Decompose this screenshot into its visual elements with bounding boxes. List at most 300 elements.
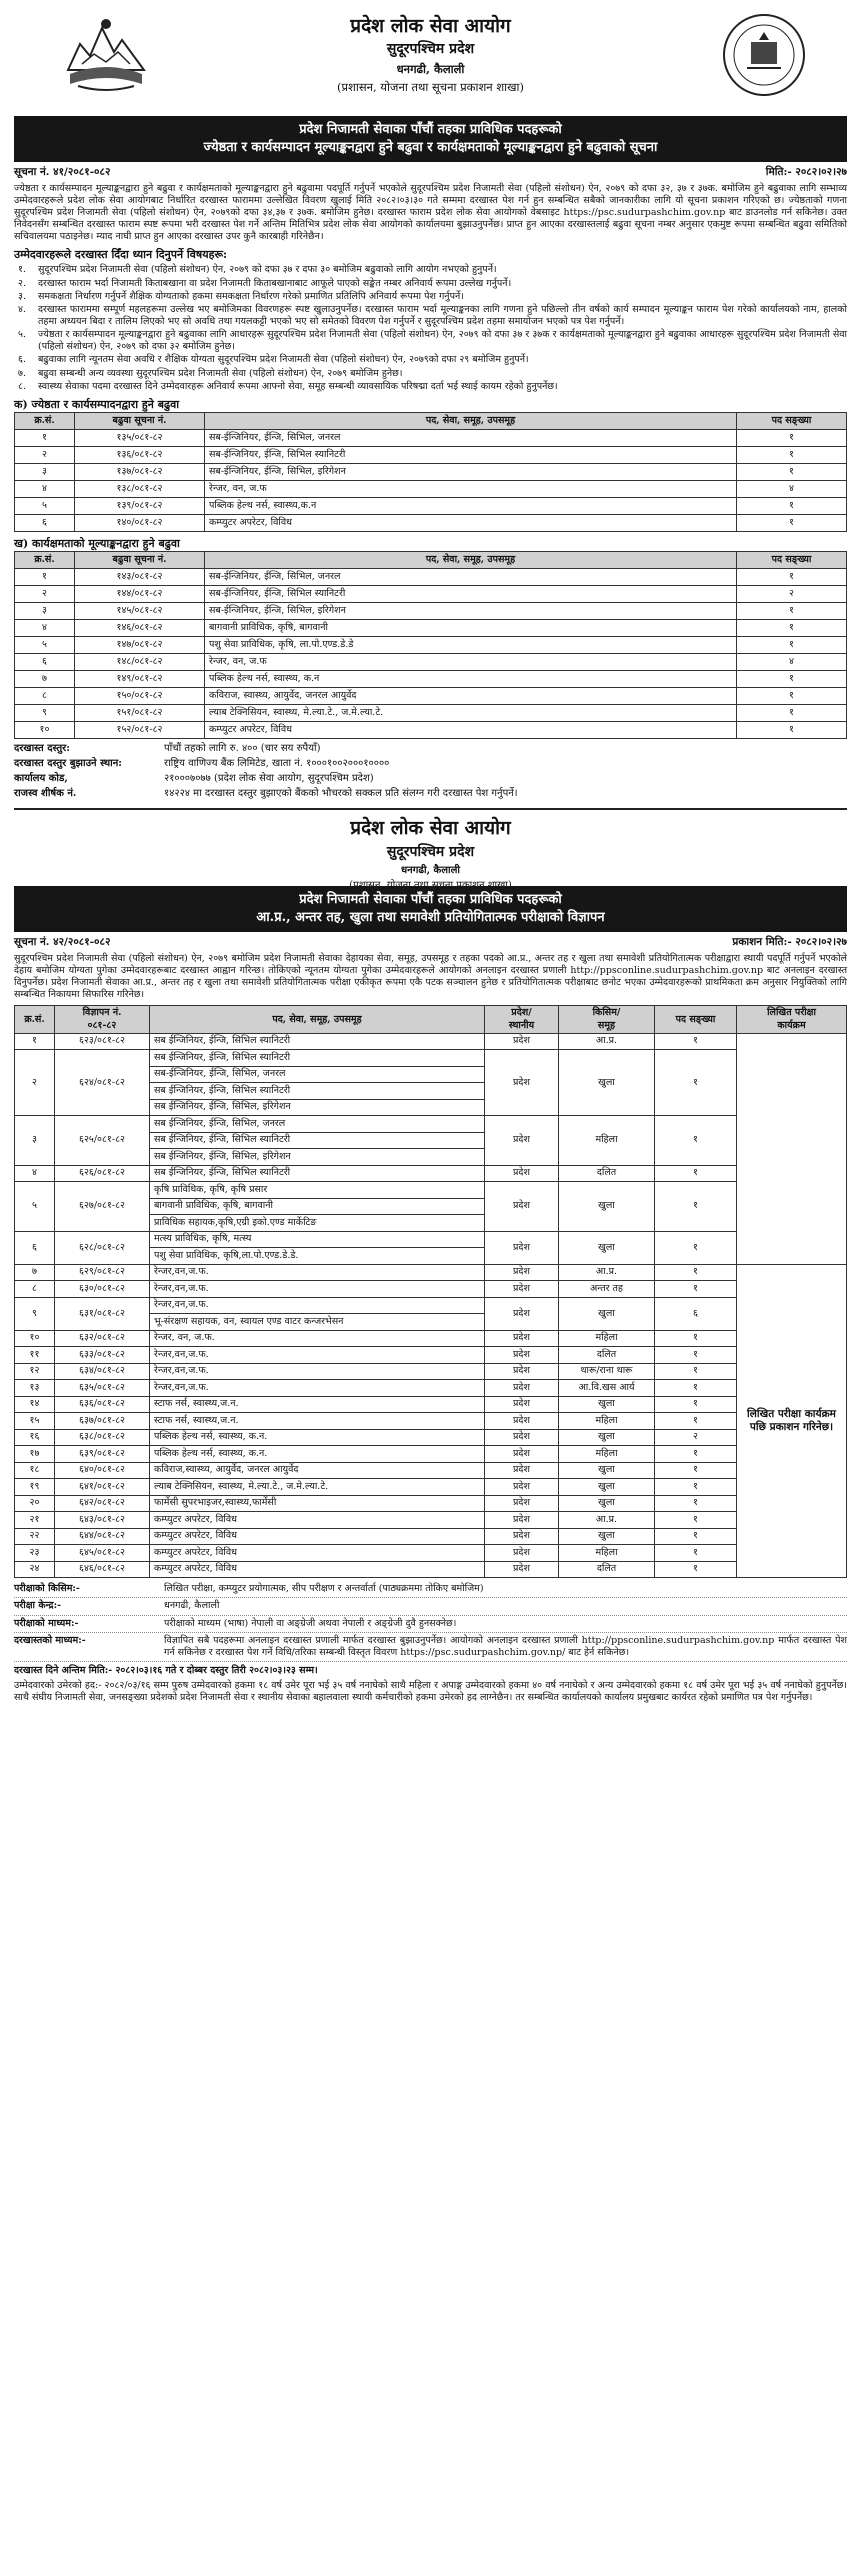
count-cell: २ bbox=[655, 1429, 737, 1446]
type-cell: थारू/राना थारू bbox=[559, 1363, 655, 1380]
detail-row bbox=[14, 1633, 847, 1662]
table-cell: १४४/०८१-८२ bbox=[75, 586, 205, 603]
count-cell: १ bbox=[655, 1561, 737, 1578]
column-header: पद सङ्ख्या bbox=[655, 1006, 737, 1033]
table-cell: कम्प्युटर अपरेटर, विविध bbox=[205, 722, 737, 739]
type-cell: खुला bbox=[559, 1182, 655, 1232]
table-cell: बागवानी प्राविधिक, कृषि, बागवानी bbox=[205, 620, 737, 637]
level-cell: प्रदेश bbox=[485, 1281, 559, 1298]
type-cell: खुला bbox=[559, 1528, 655, 1545]
post-cell: रेन्जर,वन,ज.फ. bbox=[150, 1264, 485, 1281]
instruction-number: ५. bbox=[18, 329, 26, 341]
table-row bbox=[15, 637, 847, 654]
instruction-number: ६. bbox=[18, 354, 26, 366]
post-cell: कम्प्युटर अपरेटर, विविध bbox=[150, 1561, 485, 1578]
serial-cell: १८ bbox=[15, 1462, 55, 1479]
notice-number: सूचना नं. ४१/२०८१-०८२ bbox=[14, 166, 111, 179]
table-cell: ५ bbox=[15, 637, 75, 654]
column-header: बढुवा सूचना नं. bbox=[75, 552, 205, 569]
table-row bbox=[15, 722, 847, 739]
table-cell: ६ bbox=[15, 654, 75, 671]
type-cell: महिला bbox=[559, 1330, 655, 1347]
table-cell: १ bbox=[737, 569, 847, 586]
count-cell: १ bbox=[655, 1413, 737, 1430]
instruction-item bbox=[14, 381, 847, 393]
promotion-table-a bbox=[14, 412, 847, 532]
serial-cell: २१ bbox=[15, 1512, 55, 1529]
instruction-text: ज्येष्ठता र कार्यसम्पादन मूल्याङ्कनद्वारा हुने बढुवाका लागि आधारहरू सुदूरपश्चिम प्रदेश निजामती सेवा (पहिलो संशोधन) ऐन, २०७९ को दफा ३७ र ३७क र कार्यक्षमताको मूल्याङ्कनद्वारा हुने बढुवाका आधारहरू सुदूरपश्चिम प्रदेश निजामती सेवा (पहिलो संशोधन) ऐन, २०७९ को दफा ३२ बमोजिम हुनेछ। bbox=[38, 329, 847, 353]
type-cell: अन्तर तह bbox=[559, 1281, 655, 1298]
table-cell: १५२/०८१-८२ bbox=[75, 722, 205, 739]
table-cell: पब्लिक हेल्थ नर्स, स्वास्थ्य,क.न bbox=[205, 498, 737, 515]
post-cell: सब-ईन्जिनियर, ईन्जि, सिभिल, जनरल bbox=[150, 1066, 485, 1083]
post-cell: पब्लिक हेल्थ नर्स, स्वास्थ्य, क.न. bbox=[150, 1446, 485, 1463]
post-cell: कम्प्युटर अपरेटर, विविध bbox=[150, 1545, 485, 1562]
count-cell: १ bbox=[655, 1363, 737, 1380]
adv-number-cell: ६४१/०८१-८२ bbox=[55, 1479, 150, 1496]
table-cell: १ bbox=[737, 464, 847, 481]
table-row bbox=[15, 1165, 847, 1182]
serial-cell: १ bbox=[15, 1033, 55, 1050]
instruction-item bbox=[14, 291, 847, 303]
table-cell: सब-ईन्जिनियर, ईन्जि, सिभिल स्यानिटरी bbox=[205, 447, 737, 464]
detail-label: परीक्षाको माध्यम:- bbox=[14, 1617, 79, 1629]
table-row bbox=[15, 481, 847, 498]
table-cell: रेन्जर, वन, ज.फ bbox=[205, 481, 737, 498]
revenue-row bbox=[14, 788, 847, 801]
adv-number-cell: ६३६/०८१-८२ bbox=[55, 1396, 150, 1413]
serial-cell: १७ bbox=[15, 1446, 55, 1463]
post-cell: पब्लिक हेल्थ नर्स, स्वास्थ्य, क.न. bbox=[150, 1429, 485, 1446]
table-cell: १४०/०८१-८२ bbox=[75, 515, 205, 532]
detail-value: विज्ञापित सबै पदहरूमा अनलाइन दरखास्त प्रणाली मार्फत दरखास्त बुझाउनुपर्नेछ। आयोगको अनलाइन दरखास्त प्रणाली http://ppsconline.sudurpashchim.gov.np मार्फत दरखास्त पेश गर्न सकिनेछ र दरखास्त पेश गर्ने विधि/तरिका सम्बन्धी विस्तृत विवरण https://psc.sudurpashchim.gov.np/ बाट हेर्न सकिनेछ। bbox=[164, 1634, 847, 1658]
table-cell: ४ bbox=[737, 654, 847, 671]
column-header: लिखित परीक्षा कार्यक्रम bbox=[737, 1006, 847, 1033]
adv-number-cell: ६२६/०८१-८२ bbox=[55, 1165, 150, 1182]
instruction-item bbox=[14, 354, 847, 366]
level-cell: प्रदेश bbox=[485, 1264, 559, 1281]
instruction-number: ४. bbox=[18, 303, 26, 315]
table-a-title: क) ज्येष्ठता र कार्यसम्पादनद्वारा हुने बढुवा bbox=[14, 397, 180, 411]
office-row bbox=[14, 773, 847, 786]
banner-2-line-1: प्रदेश निजामती सेवाका पाँचौं तहका प्राविधिक पदहरूको bbox=[299, 892, 562, 908]
table-cell: १४९/०८१-८२ bbox=[75, 671, 205, 688]
adv-number-cell: ६३४/०८१-८२ bbox=[55, 1363, 150, 1380]
instruction-number: ३. bbox=[18, 290, 26, 302]
count-cell: १ bbox=[655, 1050, 737, 1116]
detail-label: परीक्षाको किसिम:- bbox=[14, 1583, 80, 1595]
instruction-item bbox=[14, 329, 847, 353]
branch-name: (प्रशासन, योजना तथा सूचना प्रकाशन शाखा) bbox=[336, 79, 524, 94]
serial-cell: १५ bbox=[15, 1413, 55, 1430]
instruction-item bbox=[14, 368, 847, 380]
instruction-text: समकक्षता निर्धारण गर्नुपर्ने शैक्षिक योग्यताको हकमा समकक्षता निर्धारण गरेको प्रमाणित प्रतिलिपि अनिवार्य रूपमा पेश गर्नुपर्ने। bbox=[38, 290, 464, 302]
adv-number-cell: ६३५/०८१-८२ bbox=[55, 1380, 150, 1397]
table-cell: २ bbox=[15, 586, 75, 603]
table-row bbox=[15, 1231, 847, 1248]
table-cell: १३८/०८१-८२ bbox=[75, 481, 205, 498]
serial-cell: २२ bbox=[15, 1528, 55, 1545]
level-cell: प्रदेश bbox=[485, 1429, 559, 1446]
table-cell: ४ bbox=[15, 620, 75, 637]
table-cell: सब-ईन्जिनियर, ईन्जि, सिभिल, जनरल bbox=[205, 569, 737, 586]
instruction-item bbox=[14, 304, 847, 328]
table-cell: १३५/०८१-८२ bbox=[75, 430, 205, 447]
post-cell: सब ईन्जिनियर, ईन्जि, सिभिल स्यानिटरी bbox=[150, 1050, 485, 1067]
table-row bbox=[15, 1429, 847, 1446]
serial-cell: ३ bbox=[15, 1116, 55, 1166]
table-cell: ३ bbox=[15, 603, 75, 620]
level-cell: प्रदेश bbox=[485, 1165, 559, 1182]
adv-number-cell: ६४६/०८१-८२ bbox=[55, 1561, 150, 1578]
type-cell: दलित bbox=[559, 1347, 655, 1364]
table-cell: ल्याब टेक्निसियन, स्वास्थ्य, मे.ल्या.टे., ज.मे.ल्या.टे. bbox=[205, 705, 737, 722]
revenue-value: १४२२४ मा दरखास्त दस्तुर बुझाएको बैंकको भौचरको सक्कल प्रति संलग्न गरी दरखास्त पेश गर्नुपर्ने। bbox=[164, 787, 518, 799]
post-cell: कविराज,स्वास्थ्य, आयुर्वेद, जनरल आयुर्वेद bbox=[150, 1462, 485, 1479]
post-cell: सब ईन्जिनियर, ईन्जि, सिभिल, इरिगेशन bbox=[150, 1099, 485, 1116]
column-header: विज्ञापन नं. ०८१-८२ bbox=[55, 1006, 150, 1033]
type-cell: खुला bbox=[559, 1495, 655, 1512]
table-row bbox=[15, 586, 847, 603]
notice-2-intro: सुदूरपश्चिम प्रदेश निजामती सेवा (पहिलो संशोधन) ऐन, २०७९ बमोजिम प्रदेश निजामती सेवाका देहायका सेवा, समूह, उपसमूह र तहका पदको आ.प्र., अन्तर तह र खुला तथा समावेशी प्रतियोगितात्मक परीक्षाद्वारा स्थायी पदपूर्ति गर्नुपर्ने भएकोले देहाय बमोजिम योग्यता पुगेका उम्मेदवारहरूबाट दरखास्त आह्वान गरिन्छ। तोकिएको न्यूनतम योग्यता पुगेका उम्मेदवारहरूले आयोगको अनलाइन दरखास्त प्रणाली http://ppsconline.sudurpashchim.gov.np बाट अनलाइन दरखास्त दिनुपर्नेछ। प्रदेश निजामती सेवाका आ.प्र., अन्तर तह र खुला तथा समावेशी प्रतियोगितात्मक परीक्षा एकीकृत रूपमा एकै पटक सञ्चालन हुनेछ र प्रतियोगितात्मक परीक्षाबाट छनोट भएका उम्मेदवारहरूको प्राथमिकता क्रम अनुसार नियुक्तिको लागि सम्बन्धित निकायमा सिफारिस गरिनेछ। bbox=[14, 952, 847, 1001]
instruction-text: बढुवा सम्बन्धी अन्य व्यवस्था सुदूरपश्चिम प्रदेश निजामती सेवा (पहिलो संशोधन) ऐन, २०७९ बमोजिम हुनेछ। bbox=[38, 367, 403, 379]
table-row bbox=[15, 620, 847, 637]
table-cell: १ bbox=[737, 620, 847, 637]
column-header: पद, सेवा, समूह, उपसमूह bbox=[150, 1006, 485, 1033]
level-cell: प्रदेश bbox=[485, 1512, 559, 1529]
level-cell: प्रदेश bbox=[485, 1561, 559, 1578]
office-value: २१०००७०७७ (प्रदेश लोक सेवा आयोग, सुदूरपश्चिम प्रदेश) bbox=[164, 772, 374, 784]
count-cell: ६ bbox=[655, 1297, 737, 1330]
post-cell: कम्प्युटर अपरेटर, विविध bbox=[150, 1528, 485, 1545]
nepal-emblem-logo bbox=[60, 14, 152, 98]
serial-cell: ८ bbox=[15, 1281, 55, 1298]
header-1 bbox=[14, 8, 847, 116]
serial-cell: १० bbox=[15, 1330, 55, 1347]
notice-1-banner bbox=[14, 116, 847, 162]
table-row bbox=[15, 1281, 847, 1298]
table-row bbox=[15, 430, 847, 447]
org-title-2: प्रदेश लोक सेवा आयोग bbox=[350, 817, 511, 840]
type-cell: आ.वि.खस आर्य bbox=[559, 1380, 655, 1397]
notice-2-meta bbox=[14, 936, 847, 949]
table-cell: १ bbox=[737, 603, 847, 620]
level-cell: प्रदेश bbox=[485, 1479, 559, 1496]
count-cell: १ bbox=[655, 1165, 737, 1182]
notice-1-meta bbox=[14, 166, 847, 179]
table-cell: ५ bbox=[15, 498, 75, 515]
table-cell: १५०/०८१-८२ bbox=[75, 688, 205, 705]
table-row bbox=[15, 1462, 847, 1479]
count-cell: १ bbox=[655, 1512, 737, 1529]
post-cell: प्राविधिक सहायक,कृषि,एग्री इको.एण्ड मार्केटिङ bbox=[150, 1215, 485, 1232]
fee-label: दरखास्त दस्तुर: bbox=[14, 743, 70, 755]
table-row bbox=[15, 1264, 847, 1281]
table-cell: १ bbox=[737, 637, 847, 654]
serial-cell: १२ bbox=[15, 1363, 55, 1380]
type-cell: आ.प्र. bbox=[559, 1512, 655, 1529]
type-cell: खुला bbox=[559, 1462, 655, 1479]
table-b-title: ख) कार्यक्षमताको मूल्याङ्कनद्वारा हुने बढुवा bbox=[14, 537, 180, 551]
type-cell: खुला bbox=[559, 1479, 655, 1496]
adv-number-cell: ६२९/०८१-८२ bbox=[55, 1264, 150, 1281]
detail-row bbox=[14, 1616, 847, 1633]
count-cell: १ bbox=[655, 1330, 737, 1347]
table-row bbox=[15, 1545, 847, 1562]
level-cell: प्रदेश bbox=[485, 1116, 559, 1166]
table-cell: १३९/०८१-८२ bbox=[75, 498, 205, 515]
table-cell: १३७/०८१-८२ bbox=[75, 464, 205, 481]
table-cell: १ bbox=[737, 515, 847, 532]
count-cell: १ bbox=[655, 1396, 737, 1413]
table-cell: १ bbox=[737, 705, 847, 722]
type-cell: खुला bbox=[559, 1429, 655, 1446]
post-cell: कम्प्युटर अपरेटर, विविध bbox=[150, 1512, 485, 1529]
level-cell: प्रदेश bbox=[485, 1413, 559, 1430]
post-cell: कृषि प्राविधिक, कृषि, कृषि प्रसार bbox=[150, 1182, 485, 1199]
table-row bbox=[15, 1396, 847, 1413]
adv-number-cell: ६२३/०८१-८२ bbox=[55, 1033, 150, 1050]
table-cell: १४८/०८१-८२ bbox=[75, 654, 205, 671]
table-row bbox=[15, 1347, 847, 1364]
count-cell: १ bbox=[655, 1264, 737, 1281]
table-cell: २ bbox=[737, 586, 847, 603]
detail-row bbox=[14, 1581, 847, 1598]
type-cell: दलित bbox=[559, 1561, 655, 1578]
table-cell: रेन्जर, वन, ज.फ bbox=[205, 654, 737, 671]
serial-cell: २ bbox=[15, 1050, 55, 1116]
table-cell: १ bbox=[737, 671, 847, 688]
table-cell: सब-ईन्जिनियर, ईन्जि, सिभिल, इरिगेशन bbox=[205, 464, 737, 481]
count-cell: १ bbox=[655, 1446, 737, 1463]
fee-value: पाँचौं तहको लागि रु. ४०० (चार सय रुपैयाँ) bbox=[164, 743, 321, 755]
province-name: सुदूरपश्चिम प्रदेश bbox=[386, 41, 475, 58]
column-header: क्र.सं. bbox=[15, 413, 75, 430]
table-cell: १५१/०८१-८२ bbox=[75, 705, 205, 722]
table-cell: १ bbox=[737, 688, 847, 705]
column-header: क्र.सं. bbox=[15, 552, 75, 569]
adv-number-cell: ६४२/०८१-८२ bbox=[55, 1495, 150, 1512]
instruction-item bbox=[14, 278, 847, 290]
table-cell: १४३/०८१-८२ bbox=[75, 569, 205, 586]
table-row bbox=[15, 1033, 847, 1050]
post-cell: सब ईन्जिनियर, ईन्जि, सिभिल स्यानिटरी bbox=[150, 1083, 485, 1100]
count-cell: १ bbox=[655, 1116, 737, 1166]
serial-cell: १९ bbox=[15, 1479, 55, 1496]
post-cell: फार्मेसी सुपरभाइजर,स्वास्थ्य,फार्मेसी bbox=[150, 1495, 485, 1512]
table-row bbox=[15, 447, 847, 464]
table-row bbox=[15, 654, 847, 671]
table-row bbox=[15, 1363, 847, 1380]
header-2 bbox=[14, 808, 847, 892]
detail-label: दरखास्तको माध्यम:- bbox=[14, 1634, 86, 1646]
level-cell: प्रदेश bbox=[485, 1380, 559, 1397]
column-header: पद सङ्ख्या bbox=[737, 413, 847, 430]
table-row bbox=[15, 1413, 847, 1430]
post-cell: सब ईन्जिनियर, ईन्जि, सिभिल स्यानिटरी bbox=[150, 1033, 485, 1050]
serial-cell: २४ bbox=[15, 1561, 55, 1578]
table-cell: ८ bbox=[15, 688, 75, 705]
instructions-title: उम्मेदवारहरूले दरखास्त दिँदा ध्यान दिनुपर्ने विषयहरू: bbox=[14, 248, 228, 262]
vacancy-table bbox=[14, 1005, 847, 1578]
type-cell: महिला bbox=[559, 1116, 655, 1166]
table-cell: १ bbox=[737, 430, 847, 447]
column-header: बढुवा सूचना नं. bbox=[75, 413, 205, 430]
count-cell: १ bbox=[655, 1182, 737, 1232]
table-row bbox=[15, 569, 847, 586]
serial-cell: २० bbox=[15, 1495, 55, 1512]
exam-note-cell: लिखित परीक्षा कार्यक्रम पछि प्रकाशन गरिनेछ। bbox=[737, 1264, 847, 1578]
table-cell: ७ bbox=[15, 671, 75, 688]
post-cell: ल्याब टेक्निसियन, स्वास्थ्य, मे.ल्या.टे., ज.मे.ल्या.टे. bbox=[150, 1479, 485, 1496]
instruction-number: १. bbox=[18, 264, 26, 276]
detail-value: धनगढी, कैलाली bbox=[164, 1600, 220, 1612]
level-cell: प्रदेश bbox=[485, 1528, 559, 1545]
bank-label: दरखास्त दस्तुर बुझाउने स्थान: bbox=[14, 757, 122, 769]
column-header: पद सङ्ख्या bbox=[737, 552, 847, 569]
type-cell: आ.प्र. bbox=[559, 1033, 655, 1050]
table-row bbox=[15, 1495, 847, 1512]
adv-number-cell: ६३८/०८१-८२ bbox=[55, 1429, 150, 1446]
table-cell: १४७/०८१-८२ bbox=[75, 637, 205, 654]
instruction-text: सुदूरपश्चिम प्रदेश निजामती सेवा (पहिलो संशोधन) ऐन, २०७९ को दफा ३७ र दफा ३० बमोजिम बढुवाको लागि आयोग नभएको हुनुपर्ने। bbox=[38, 264, 497, 276]
promotion-table-b bbox=[14, 551, 847, 739]
instruction-number: ८. bbox=[18, 380, 26, 392]
type-cell: खुला bbox=[559, 1396, 655, 1413]
level-cell: प्रदेश bbox=[485, 1363, 559, 1380]
table-cell: १ bbox=[737, 498, 847, 515]
post-cell: रेन्जर,वन,ज.फ. bbox=[150, 1281, 485, 1298]
column-header: किसिम/ समूह bbox=[559, 1006, 655, 1033]
adv-number-cell: ६४३/०८१-८२ bbox=[55, 1512, 150, 1529]
table-cell: १ bbox=[15, 430, 75, 447]
instruction-number: २. bbox=[18, 277, 26, 289]
notice-2-banner bbox=[14, 886, 847, 932]
level-cell: प्रदेश bbox=[485, 1446, 559, 1463]
level-cell: प्रदेश bbox=[485, 1462, 559, 1479]
table-cell: ६ bbox=[15, 515, 75, 532]
table-cell: ९ bbox=[15, 705, 75, 722]
table-cell: १ bbox=[737, 722, 847, 739]
notice-2-number: सूचना नं. ४२/२०८१-०८२ bbox=[14, 936, 111, 949]
instruction-text: दरखास्त फाराम भर्दा निजामती किताबखाना वा प्रदेश निजामती किताबखानाबाट आफूले पाएको सङ्केत नम्बर अनिवार्य रूपमा उल्लेख गर्नुपर्ने। bbox=[38, 277, 512, 289]
detail-value: परीक्षाको माध्यम (भाषा) नेपाली वा अङ्ग्रेजी अथवा नेपाली र अङ्ग्रेजी दुवै हुनसक्नेछ। bbox=[164, 1617, 457, 1629]
level-cell: प्रदेश bbox=[485, 1033, 559, 1050]
type-cell: महिला bbox=[559, 1413, 655, 1430]
exam-details bbox=[14, 1581, 847, 1662]
adv-number-cell: ६३७/०८१-८२ bbox=[55, 1413, 150, 1430]
table-cell: २ bbox=[15, 447, 75, 464]
table-row bbox=[15, 1512, 847, 1529]
adv-number-cell: ६२४/०८१-८२ bbox=[55, 1050, 150, 1116]
post-cell: सब ईन्जिनियर, ईन्जि, सिभिल स्यानिटरी bbox=[150, 1132, 485, 1149]
serial-cell: २३ bbox=[15, 1545, 55, 1562]
count-cell: १ bbox=[655, 1281, 737, 1298]
level-cell: प्रदेश bbox=[485, 1330, 559, 1347]
adv-number-cell: ६४४/०८१-८२ bbox=[55, 1528, 150, 1545]
table-row bbox=[15, 1380, 847, 1397]
post-cell: मत्स्य प्राविधिक, कृषि, मत्स्य bbox=[150, 1231, 485, 1248]
table-row bbox=[15, 1116, 847, 1133]
table-row bbox=[15, 1330, 847, 1347]
type-cell: खुला bbox=[559, 1050, 655, 1116]
notice-date: मिति:- २०८२।०२।२७ bbox=[765, 166, 847, 179]
table-row bbox=[15, 498, 847, 515]
serial-cell: ६ bbox=[15, 1231, 55, 1264]
province-name-2: सुदूरपश्चिम प्रदेश bbox=[386, 843, 475, 860]
table-cell: १ bbox=[15, 569, 75, 586]
column-header: पद, सेवा, समूह, उपसमूह bbox=[205, 413, 737, 430]
count-cell: १ bbox=[655, 1462, 737, 1479]
city-name: धनगढी, कैलाली bbox=[396, 62, 465, 77]
type-cell: महिला bbox=[559, 1446, 655, 1463]
adv-number-cell: ६४५/०८१-८२ bbox=[55, 1545, 150, 1562]
serial-cell: १४ bbox=[15, 1396, 55, 1413]
count-cell: १ bbox=[655, 1479, 737, 1496]
table-row bbox=[15, 705, 847, 722]
post-cell: रेन्जर,वन,ज.फ. bbox=[150, 1363, 485, 1380]
type-cell: खुला bbox=[559, 1231, 655, 1264]
level-cell: प्रदेश bbox=[485, 1182, 559, 1232]
exam-blank-cell bbox=[737, 1033, 847, 1264]
table-row bbox=[15, 671, 847, 688]
type-cell: महिला bbox=[559, 1545, 655, 1562]
table-cell: १३६/०८१-८२ bbox=[75, 447, 205, 464]
post-cell: रेन्जर,वन,ज.फ. bbox=[150, 1297, 485, 1314]
table-row bbox=[15, 1561, 847, 1578]
revenue-label: राजस्व शीर्षक नं. bbox=[14, 787, 77, 799]
detail-value: लिखित परीक्षा, कम्प्युटर प्रयोगात्मक, सीप परीक्षण र अन्तर्वार्ता (पाठ्यक्रममा तोकिए बमोजिम) bbox=[164, 1583, 484, 1595]
serial-cell: ११ bbox=[15, 1347, 55, 1364]
table-row bbox=[15, 1479, 847, 1496]
post-cell: बागवानी प्राविधिक, कृषि, बागवानी bbox=[150, 1198, 485, 1215]
post-cell: स्टाफ नर्स, स्वास्थ्य,ज.न. bbox=[150, 1396, 485, 1413]
banner-2-line-2: आ.प्र., अन्तर तह, खुला तथा समावेशी प्रतियोगितात्मक परीक्षाको विज्ञापन bbox=[256, 909, 605, 925]
adv-number-cell: ६३२/०८१-८२ bbox=[55, 1330, 150, 1347]
detail-label: परीक्षा केन्द्र:- bbox=[14, 1600, 62, 1612]
column-header: प्रदेश/ स्थानीय bbox=[485, 1006, 559, 1033]
table-cell: सब-ईन्जिनियर, ईन्जि, सिभिल, इरिगेशन bbox=[205, 603, 737, 620]
detail-row bbox=[14, 1598, 847, 1615]
table-cell: १ bbox=[737, 447, 847, 464]
instruction-number: ७. bbox=[18, 367, 26, 379]
table-cell: १० bbox=[15, 722, 75, 739]
post-cell: स्टाफ नर्स, स्वास्थ्य,ज.न. bbox=[150, 1413, 485, 1430]
level-cell: प्रदेश bbox=[485, 1396, 559, 1413]
count-cell: १ bbox=[655, 1380, 737, 1397]
count-cell: १ bbox=[655, 1495, 737, 1512]
table-row bbox=[15, 515, 847, 532]
notice-1-intro: ज्येष्ठता र कार्यसम्पादन मूल्याङ्कनद्वारा हुने बढुवा र कार्यक्षमताको मूल्याङ्कनद्वारा हुने बढुवामा पदपूर्ति गर्नुपर्ने भएकोले सुदूरपश्चिम प्रदेश निजामती सेवा (पहिलो संशोधन) ऐन, २०७९ को दफा ३२, ३७ र ३७क. बमोजिम हुने बढुवाका लागि सम्भाव्य उम्मेदवारहरूले प्रदेश लोक सेवा आयोगबाट निर्धारित दरखास्त फाराममा उल्लेखित विवरण खुलाई मिति २०८२।०३।३० गते सम्ममा दरखास्त पेश गर्न हुन सम्बन्धित सबैको जानकारीका लागि यो सूचना प्रकाशन गरिएको छ। ज्येष्ठताको गणना सुदूरपश्चिम प्रदेश निजामती सेवा (पहिलो संशोधन) ऐन, २०७९को दफा ३४,३७ र ३७क. बमोजिम हुनेछ। दरखास्त फाराम प्रदेश लोक सेवा आयोगको वेबसाइट https://psc.sudurpashchim.gov.np बाट डाउनलोड गर्न सकिनेछ। उक्त निवेदनसँग सम्बन्धित दरखास्त फाराम स्पष्ट रूपमा भरी दरखास्त पेश गर्ने अन्तिम मितिभित्र प्रदेश लोक सेवा आयोगको कार्यालयमा बुझाउनुपर्नेछ। प्राप्त हुन आएका दरखास्तलाई बढुवा सूचना नम्बर अनुसार एकमुष्ट रूपमा सम्बन्धित बढुवा समितिको सचिवालयमा पठाइनेछ। म्याद नाघी प्राप्त हुन आएका दरखास्त उपर कुनै कारबाही गरिनेछैन। bbox=[14, 182, 847, 243]
table-row bbox=[15, 464, 847, 481]
serial-cell: ९ bbox=[15, 1297, 55, 1330]
level-cell: प्रदेश bbox=[485, 1495, 559, 1512]
post-cell: सब ईन्जिनियर, ईन्जि, सिभिल, जनरल bbox=[150, 1116, 485, 1133]
instructions-list bbox=[14, 264, 847, 393]
notice-2-date: प्रकाशन मिति:- २०८२।०२।२७ bbox=[732, 936, 847, 949]
serial-cell: ५ bbox=[15, 1182, 55, 1232]
post-cell: भू-संरक्षण सहायक, वन, स्वायल एण्ड वाटर कन्जरभेसन bbox=[150, 1314, 485, 1331]
table-row bbox=[15, 1297, 847, 1314]
serial-cell: १३ bbox=[15, 1380, 55, 1397]
level-cell: प्रदेश bbox=[485, 1050, 559, 1116]
banner-line-1: प्रदेश निजामती सेवाका पाँचौं तहका प्राविधिक पदहरूको bbox=[299, 122, 562, 137]
count-cell: १ bbox=[655, 1528, 737, 1545]
table-row bbox=[15, 603, 847, 620]
level-cell: प्रदेश bbox=[485, 1347, 559, 1364]
office-label: कार्यालय कोड, bbox=[14, 772, 68, 784]
bank-row bbox=[14, 758, 847, 771]
